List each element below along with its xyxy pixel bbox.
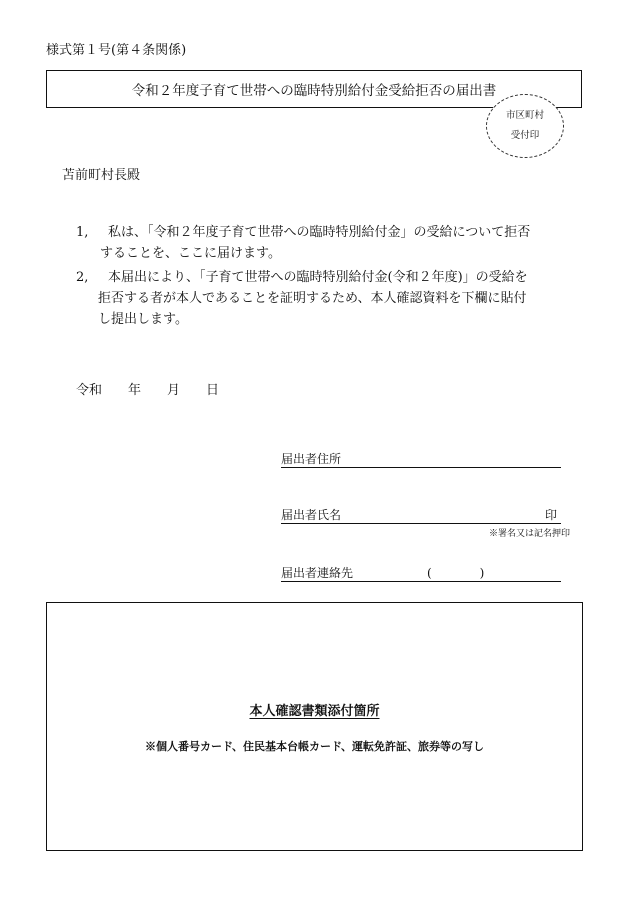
applicant-name-field[interactable]: [281, 508, 561, 524]
applicant-contact-label: 届出者連絡先: [281, 566, 354, 580]
item-line: 拒否する者が本人であることを証明するため、本人確認資料を下欄に貼付: [98, 291, 527, 306]
attachment-note: ※個人番号カード、住民基本台帳カード、運転免許証、旅券等の写し: [144, 740, 485, 753]
applicant-address-label: 届出者住所: [281, 452, 342, 466]
statement-item-1: [76, 222, 556, 264]
item-line: 本届出により、「子育て世帯への臨時特別給付金(令和２年度)」の受給を: [108, 270, 528, 285]
attachment-title-text: 本人確認書類添付箇所: [249, 704, 380, 719]
date-line: [76, 379, 219, 398]
item-number: 2,: [76, 270, 89, 285]
id-document-attachment-area[interactable]: [46, 602, 583, 851]
applicant-contact-field[interactable]: [281, 566, 561, 582]
applicant-name-label: 届出者氏名: [281, 508, 342, 522]
date-era: 令和: [76, 383, 103, 398]
item-line: し提出します。: [98, 312, 188, 327]
stamp-line-1: 市区町村: [505, 110, 544, 121]
addressee: 苫前町村長殿: [62, 168, 141, 183]
item-line: 私は、「令和２年度子育て世帯への臨時特別給付金」の受給について拒否: [108, 225, 531, 240]
document-title-text: 令和２年度子育て世帯への臨時特別給付金受給拒否の届出書: [131, 83, 497, 99]
date-year: 年: [128, 383, 142, 398]
reception-stamp-area: [486, 94, 564, 158]
form-number: 様式第１号(第４条関係): [46, 43, 187, 58]
seal-mark: 印: [544, 508, 557, 522]
attachment-title: [46, 700, 583, 719]
date-day: 日: [206, 383, 220, 398]
date-month: 月: [167, 383, 181, 398]
item-line: することを、ここに届けます。: [100, 246, 281, 261]
stamp-line-2: 受付印: [510, 130, 540, 141]
signature-note: ※署名又は記名押印: [488, 529, 570, 539]
item-number: 1,: [76, 225, 89, 240]
statement-item-2: [76, 267, 556, 330]
applicant-address-field[interactable]: [281, 452, 561, 468]
contact-parentheses: ( ): [427, 566, 485, 580]
